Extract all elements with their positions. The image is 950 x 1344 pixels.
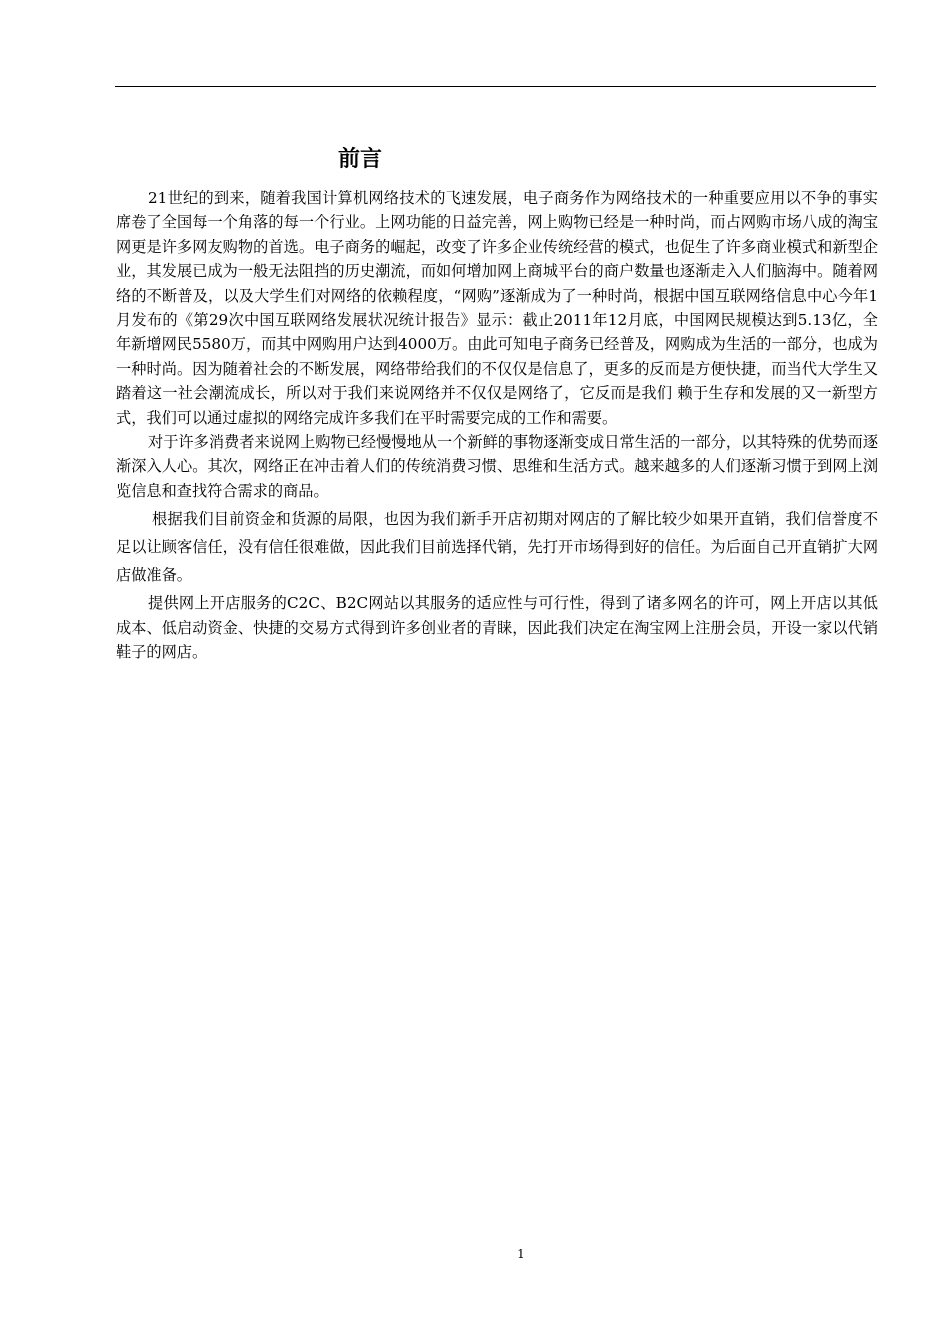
page-number: 1 (517, 1247, 525, 1261)
page-title: 前言 (338, 147, 383, 172)
paragraph-3: 根据我们目前资金和货源的局限，也因为我们新手开店初期对网店的了解比较少如果开直销，我们信誉度不足以让顾客信任，没有信任很难做，因此我们目前选择代销，先打开市场得到好的信任。为后面自己开直销扩大网店做准备。 (116, 510, 878, 585)
header-rule (115, 86, 876, 87)
paragraph-1: 21世纪的到来，随着我国计算机网络技术的飞速发展，电子商务作为网络技术的一种重要应用以不争的事实席卷了全国每一个角落的每一个行业。上网功能的日益完善，网上购物已经是一种时尚，而占网购市场八成的淘宝网更是许多网友购物的首选。电子商务的崛起，改变了许多企业传统经营的模式，也促生了许多商业模式和新型企业，其发展已成为一般无法阻挡的历史潮流，而如何增加网上商城平台的商户数量也逐渐走入人们脑海中。随着网络的不断普及，以及大学生们对网络的依赖程度，“网购”逐渐成为了一种时尚，根据中国互联网络信息中心今年1月发布的《第29次中国互联网络发展状况统计报告》显示：截止2011年12月底，中国网民规模达到5.13亿，全年新增网民5580万，而其中网购用户达到4000万。由此可知电子商务已经普及，网购成为生活的一部分，也成为一种时尚。因为随着社会的不断发展，网络带给我们的不仅仅是信息了，更多的反而是方便快捷，而当代大学生又踏着这一社会潮流成长，所以对于我们来说网络并不仅仅是网络了，它反而是我们 赖于生存和发展的又一新型方式，我们可以通过虚拟的网络完成许多我们在平时需要完成的工作和需要。 (116, 189, 878, 427)
body-text (116, 186, 878, 665)
paragraph-2: 对于许多消费者来说网上购物已经慢慢地从一个新鲜的事物逐渐变成日常生活的一部分，以其特殊的优势而逐渐深入人心。其次，网络正在冲击着人们的传统消费习惯、思维和生活方式。越来越多的人们逐渐习惯于到网上浏览信息和查找符合需求的商品。 (116, 433, 878, 500)
paragraph-4: 提供网上开店服务的C2C、B2C网站以其服务的适应性与可行性，得到了诸多网名的许可，网上开店以其低成本、低启动资金、快捷的交易方式得到许多创业者的青睐，因此我们决定在淘宝网上注册会员，开设一家以代销鞋子的网店。 (116, 594, 878, 662)
